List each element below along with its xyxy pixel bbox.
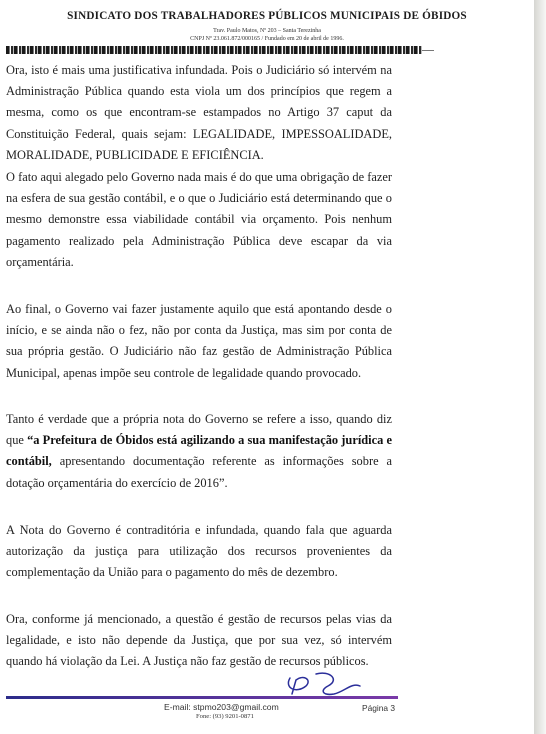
paragraph-4 — [6, 409, 392, 494]
paragraph-5: A Nota do Governo é contraditória e infundada, quando fala que aguarda autorização da justiça para utilização dos recursos provenientes da complementação da União para o pagamento do mês de dezembro. — [6, 523, 392, 580]
paragraph-4-rest: apresentando documentação referente as informações sobre a dotação orçamentária do exercício de 2016”. — [6, 454, 392, 490]
header-band-tail — [422, 50, 434, 51]
union-address: Trav. Paulo Matos, Nº 203 – Santa Terezinha — [213, 28, 321, 34]
paragraph-2: O fato aqui alegado pelo Governo nada mais é do que uma obrigação de fazer na esfera de sua gestão contábil, e o que o Judiciário está determinando que o mesmo demonstre essa viabilidade contábil via orçamento. Pois nenhum pagamento realizado pela Administração Pública deve escapar da via orçamentária. — [6, 170, 392, 269]
paragraph-4-quote: “a Prefeitura de Óbidos está agilizando a sua manifestação jurídica e contábil, — [6, 433, 392, 469]
page-edge-shadow — [534, 0, 546, 734]
paragraph-1: Ora, isto é mais uma justificativa infundada. Pois o Judiciário só intervém na Administração Pública quando esta viola um dos princípios que regem a mesma, como os que encontram-se estampados no Artigo 37 caput da Constituição Federal, quais sejam: LEGALIDADE, IMPESSOALIDADE, MORALIDADE, PUBLICIDADE E EFICIÊNCIA. — [6, 63, 392, 162]
union-registration: CNPJ Nº 23.061.872/000165 / Fundado em 20 de abril de 1996. — [190, 36, 344, 42]
paragraph-3: Ao final, o Governo vai fazer justamente aquilo que está apontando desde o início, e se ainda não o fez, não por conta da Justiça, mas sim por conta de sua própria gestão. O Judiciário não faz gestão de Administração Pública Municipal, apenas impõe seu controle de legalidade quando provocado. — [6, 302, 392, 380]
paragraph-6: Ora, conforme já mencionado, a questão é gestão de recursos pelas vias da legalidade, e isto não depende da Justiça, que por sua vez, só intervém quando há violação da Lei. A Justiça não faz gestão de recursos públicos. — [6, 612, 392, 669]
footer-email: E-mail: stpmo203@gmail.com — [164, 702, 279, 712]
header-decorative-band — [6, 46, 422, 54]
union-name-heading: SINDICATO DOS TRABALHADORES PÚBLICOS MUNICIPAIS DE ÓBIDOS — [67, 10, 467, 22]
paragraph-4-intro: Tanto é verdade que a própria nota do Governo se refere a isso, quando diz que — [6, 412, 392, 448]
footer-phone: Fone: (93) 9201-0871 — [196, 713, 254, 720]
page-number: Página 3 — [362, 703, 396, 713]
footer-rule — [6, 696, 398, 699]
